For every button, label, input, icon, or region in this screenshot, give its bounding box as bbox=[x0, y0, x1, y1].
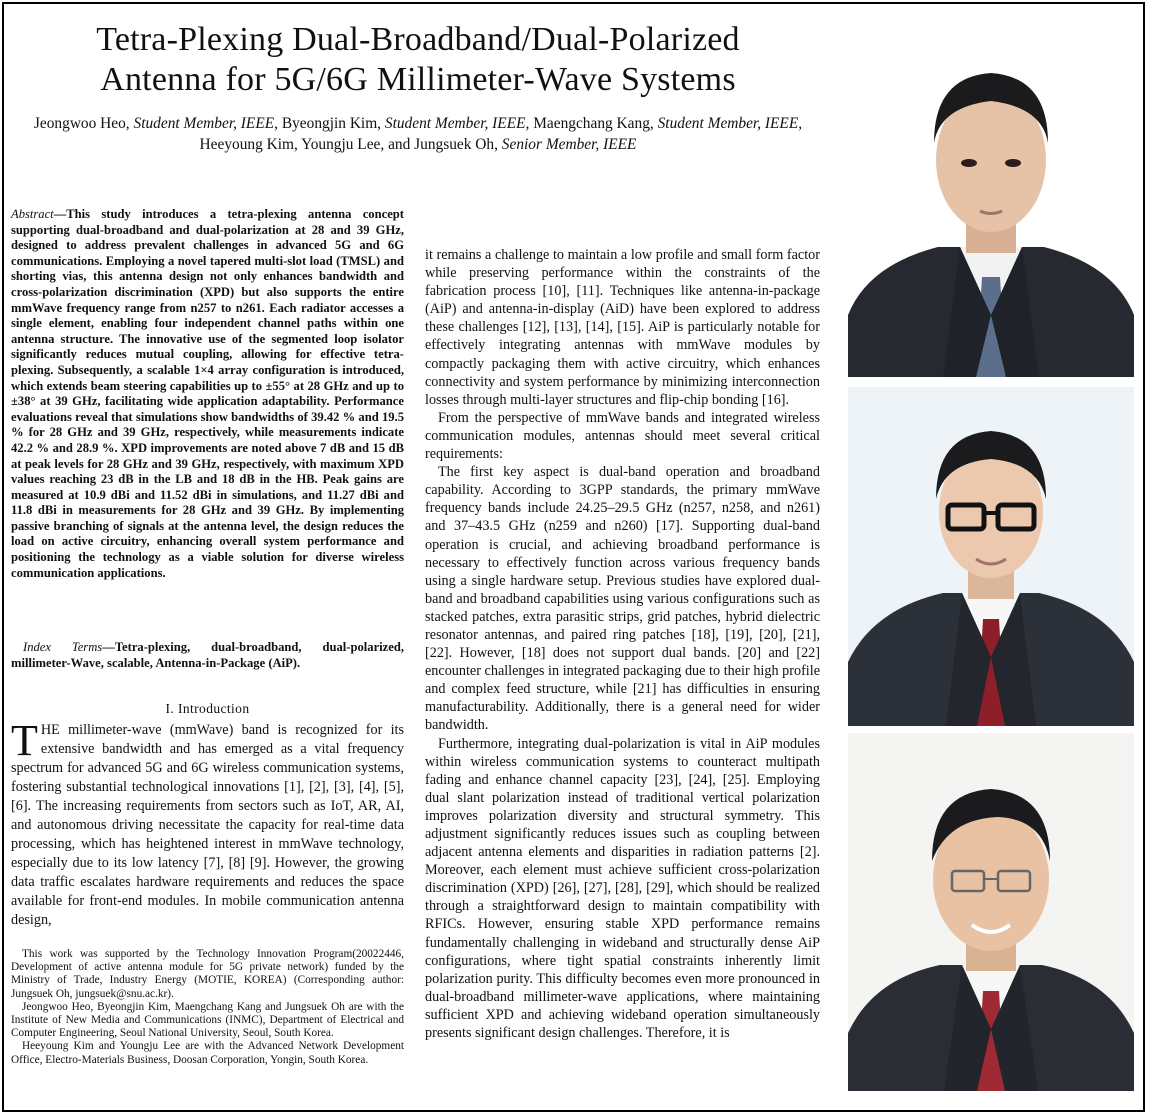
title-line-2: Antenna for 5G/6G Millimeter-Wave Systems bbox=[100, 61, 736, 98]
authors-4-6-grade: Senior Member, IEEE bbox=[501, 136, 637, 153]
author-photo-2 bbox=[848, 387, 1134, 726]
paragraph-requirements: From the perspective of mmWave bands and integrated wireless communication modules, antennas should meet several critical requirements: bbox=[425, 409, 820, 463]
author-2: Byeongjin Kim, bbox=[281, 115, 382, 132]
footnote-affiliation-2: Heeyoung Kim and Youngju Lee are with the Advanced Network Development Office, Electro-Materials Business, Doosan Corporation, Yongin, South Korea. bbox=[11, 1040, 404, 1066]
abstract bbox=[11, 207, 404, 581]
paper-title bbox=[30, 20, 806, 100]
intro-paragraph: HE millimeter-wave (mmWave) band is recognized for its extensive bandwidth and has emerged as a vital frequency spectrum for advanced 5G and 6G wireless communication systems, fostering substantial technological innovations [1], [2], [3], [4], [5], [6]. The increasing requirements from sectors such as IoT, AR, AI, and autonomous driving necessitate the capacity for real-time data processing, which has heightened interest in mmWave technology, especially due to its low latency [7], [8] [9]. However, the growing data traffic escalates hardware requirements and reduces the space available for front-end modules. In mobile communication antenna design, bbox=[11, 722, 404, 928]
abstract-lead: Abstract bbox=[11, 207, 54, 221]
author-1-grade: Student Member, IEEE, bbox=[133, 115, 278, 132]
author-3-grade: Student Member, IEEE, bbox=[657, 115, 803, 132]
author-photo-3 bbox=[848, 733, 1134, 1091]
title-line-1: Tetra-Plexing Dual-Broadband/Dual-Polarized bbox=[96, 21, 740, 58]
authors-4-6: Heeyoung Kim, Youngju Lee, and Jungsuek Oh, bbox=[199, 136, 498, 153]
author-2-grade: Student Member, IEEE, bbox=[384, 115, 530, 132]
paragraph-continued: it remains a challenge to maintain a low profile and small form factor while preserving performance within the constraints of the fabrication process [10], [11]. Techniques like antenna-in-package (AiP) and antenna-in-display (AiD) have been explored to address these challenges [12], [13], [14], [15]. AiP is particularly notable for effectively integrating antennas with mmWave modules by compactly packaging them with active circuitry, which enhances connectivity and system performance by minimizing interconnection losses through multi-layer structures and flip-chip bonding [16]. bbox=[425, 247, 820, 408]
introduction-text bbox=[11, 716, 404, 930]
index-terms-text: —Tetra-plexing, dual-broadband, dual-polarized, millimeter-Wave, scalable, Antenna-in-Package (AiP). bbox=[11, 640, 404, 670]
paragraph-dual-band: The first key aspect is dual-band operation and broadband capability. According to 3GPP standards, the primary mmWave frequency bands include 24.25–29.5 GHz (n257, n258, and n261) and 37–43.5 GHz (n259 and n260) [17]. Supporting dual-band operation is crucial, and achieving broadband performance is necessary to effectively function across various frequency bands using a single hardware setup. Previous studies have explored dual-band and broadband capabilities using various configurations such as stacked patches, extra parasitic strips, grid patches, hybrid dielectric resonator antennas, and paired ring patches [18], [19], [20], [21], [22]. However, [18] does not support dual bands. [20] and [22] encounter challenges in integrated packaging due to their high profile and complex feed structure, while [21] has difficulties in ensuring manufacturability. Additionally, there is a general need for wider bandwidth. bbox=[425, 464, 820, 734]
abstract-text: —This study introduces a tetra-plexing antenna concept supporting dual-broadband and dual-polarization at 28 and 39 GHz, designed to address prevalent challenges in advanced 5G and 6G communications. Employing a novel tapered multi-slot load (TMSL) and shorting vias, this antenna design not only enhances bandwidth and cross-polarization discrimination (XPD) but also supports the entire mmWave frequency range from n257 to n261. Each radiator accesses a single element, enabling four independent channel paths within one antenna structure. The innovative use of the segmented loop isolator significantly reduces mutual coupling, allowing for effective tetra-plexing. Subsequently, a scalable 1×4 array configuration is introduced, which extends beam steering capabilities up to ±55° at 28 GHz and up to ±38° at 39 GHz, facilitating wide application adaptability. Performance evaluations reveal that simulations show bandwidths of 39.42 % and 19.5 % for 28 GHz and 39 GHz, respectively, while measurements indicate 42.2 % and 28.9 %. XPD improvements are noted above 7 dB and 15 dB at peak levels for 28 GHz and 39 GHz, respectively, with maximum XPD values reaching 23 dB in the LB and 18 dB in the HB. Peak gains are measured at 10.9 dBi and 11.52 dBi in simulations, and 11.27 dBi and 11.8 dBi in measurements for 28 GHz and 39 GHz. By implementing passive branching of signals at the antenna level, the design reduces the load on active circuitry, enhancing overall system performance and positioning the technology as a viable solution for diverse wireless communication applications. bbox=[11, 207, 404, 580]
section-heading: I. Introduction bbox=[165, 701, 250, 716]
second-column-text bbox=[425, 246, 820, 1042]
drop-cap: T bbox=[11, 716, 38, 765]
paragraph-dual-polarization: Furthermore, integrating dual-polarization is vital in AiP modules within wireless communication systems to counteract multipath fading and enhance channel capacity [23], [24], [25]. Employing dual slant polarization instead of traditional vertical polarization improves polarization diversity and structural symmetry. This adjustment significantly reduces issues such as coupling between adjacent antenna elements and disparities in radiation patterns [2]. Moreover, each element must achieve sufficient cross-polarization discrimination (XPD) [26], [27], [28], [29], which should be realized through a straightforward design to maintain compatibility with RFICs. However, ensuring stable XPD performance remains fundamentally challenging in wideband and structurally dense AiP configurations, where tight spatial constraints inherently limit polarization purity. This difficulty becomes even more pronounced in dual-broadband millimeter-wave applications, where maintaining sufficient XPD and achieving wideband operation simultaneously presents significant design challenges. Therefore, it is bbox=[425, 735, 820, 1042]
footnote-affiliation-1: Jeongwoo Heo, Byeongjin Kim, Maengchang Kang and Jungsuek Oh are with the Institute of New Media and Communications (INMC), Department of Electrical and Computer Engineering, Seoul National University, Seoul, South Korea. bbox=[11, 1000, 404, 1040]
index-terms bbox=[11, 640, 404, 671]
index-terms-lead: Index Terms bbox=[23, 640, 103, 654]
footnote-funding: This work was supported by the Technology Innovation Program(20022446, Development of active antenna module for 5G private network) funded by the Ministry of Trade, Industry Energy (MOTIE, KOREA) (Corresponding author: Jungsuek Oh, jungsuek@snu.ac.kr). bbox=[11, 948, 404, 1000]
author-list bbox=[30, 113, 806, 155]
author-photo-1 bbox=[848, 15, 1134, 377]
author-1: Jeongwoo Heo, bbox=[33, 115, 130, 132]
author-3: Maengchang Kang, bbox=[533, 115, 654, 132]
footnotes bbox=[11, 948, 404, 1067]
